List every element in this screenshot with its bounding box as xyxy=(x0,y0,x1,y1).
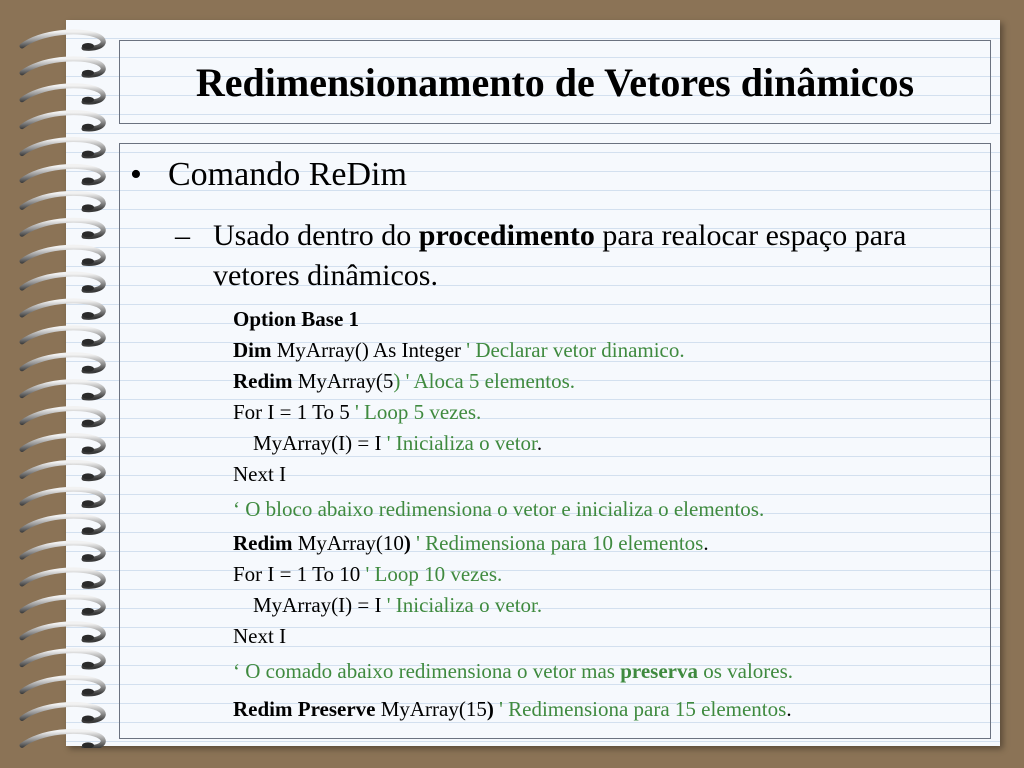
code-paren: ) xyxy=(486,697,494,721)
code-text: For I = 1 To 5 xyxy=(233,400,355,424)
comment-line-1: ‘ O bloco abaixo redimensiona o vetor e inicializa o elementos. xyxy=(233,497,765,521)
bullet-item xyxy=(130,156,407,194)
bullet-text: Comando ReDim xyxy=(168,156,407,193)
code-keyword: Redim xyxy=(233,369,293,393)
code-paren: ) xyxy=(403,531,411,555)
title-box xyxy=(119,40,991,124)
sub-bullet-dash: – xyxy=(175,219,190,252)
code-comment: ' Declarar vetor dinamico. xyxy=(466,338,685,362)
sub-text-before: Usado dentro do xyxy=(213,219,419,252)
code-text: For I = 1 To 10 xyxy=(233,562,366,586)
sub-text-bold: procedimento xyxy=(418,219,595,252)
code-line-2 xyxy=(233,335,793,366)
code-line-6 xyxy=(233,459,793,490)
code-comment: ' Loop 10 vezes. xyxy=(365,562,503,586)
code-text: MyArray() As Integer xyxy=(271,338,467,362)
code-comment: ' Inicializa o vetor xyxy=(386,431,537,455)
sub-bullet-text xyxy=(175,216,975,296)
code-text: MyArray(15 xyxy=(375,697,487,721)
code-keyword: Redim xyxy=(233,531,293,555)
comment-text: os valores. xyxy=(697,659,794,683)
code-line-10 xyxy=(233,621,793,652)
code-keyword: Dim xyxy=(233,338,272,362)
code-line-3 xyxy=(233,366,793,397)
code-line-9 xyxy=(233,590,793,621)
code-line-8 xyxy=(233,559,793,590)
code-keyword: Redim Preserve xyxy=(233,697,376,721)
code-text: MyArray(I) = I xyxy=(253,431,387,455)
code-text: MyArray(I) = I xyxy=(253,593,387,617)
code-comment: ' Redimensiona para 15 elementos xyxy=(499,697,787,721)
code-paren: ) xyxy=(393,369,401,393)
comment-bold: preserva xyxy=(620,659,698,683)
code-text: . xyxy=(786,697,792,721)
code-text: MyArray(10 xyxy=(292,531,404,555)
code-text: Next I xyxy=(233,624,287,648)
comment-line-2 xyxy=(233,652,793,690)
code-line-5 xyxy=(233,428,793,459)
bullet-marker: • xyxy=(130,156,142,193)
code-comment: ' Loop 5 vezes. xyxy=(355,400,482,424)
sub-bullet xyxy=(175,216,975,296)
code-text: Next I xyxy=(233,462,287,486)
code-line-1 xyxy=(233,304,793,335)
code-line-11 xyxy=(233,690,793,728)
slide-title: Redimensionamento de Vetores dinâmicos xyxy=(195,59,915,105)
code-comment: ' Redimensiona para 10 elementos xyxy=(416,531,704,555)
code-block xyxy=(233,304,793,728)
code-line-7 xyxy=(233,528,793,559)
code-comment: ' Inicializa o vetor. xyxy=(386,593,543,617)
code-line-4 xyxy=(233,397,793,428)
comment-text: ‘ O comado abaixo redimensiona o vetor mas xyxy=(233,659,621,683)
code-text: MyArray(5 xyxy=(292,369,394,393)
sub-text-after: para realocar espaço para vetores dinâmicos. xyxy=(213,219,907,292)
code-comment: ' Aloca 5 elementos. xyxy=(405,369,576,393)
code-keyword: Option Base 1 xyxy=(233,307,360,331)
content-box xyxy=(119,143,991,739)
code-text: . xyxy=(536,431,543,455)
code-text: . xyxy=(703,531,709,555)
